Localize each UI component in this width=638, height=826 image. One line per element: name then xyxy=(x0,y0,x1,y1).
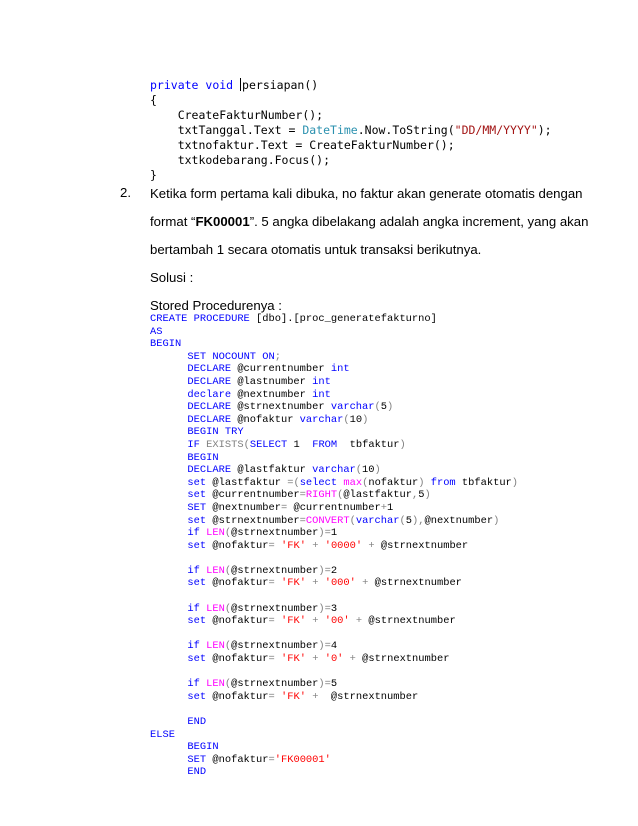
code-token: )= xyxy=(318,640,331,653)
code-token: SET xyxy=(187,753,207,766)
code-token: )= xyxy=(318,527,331,540)
code-token: + xyxy=(368,539,375,552)
code-token: 5 xyxy=(405,514,412,527)
sql-code-line xyxy=(150,577,570,590)
code-token: = xyxy=(299,489,306,502)
code-token: 1 xyxy=(287,438,313,451)
code-token xyxy=(150,489,187,501)
sql-code-line xyxy=(150,401,570,414)
code-token: if xyxy=(187,602,200,615)
code-token: if xyxy=(187,640,200,653)
code-token: ELSE xyxy=(150,728,175,741)
code-token: @nofaktur xyxy=(206,753,269,766)
code-token: DECLARE xyxy=(187,363,232,376)
code-token xyxy=(150,414,187,426)
code-token: BEGIN xyxy=(187,426,219,439)
code-token xyxy=(150,464,187,476)
code-token xyxy=(150,527,187,539)
code-token: @nofaktur xyxy=(206,539,269,552)
code-token: DECLARE xyxy=(187,375,232,388)
code-token: 'FK' xyxy=(281,615,306,628)
faktur-format-code: FK00001 xyxy=(195,214,250,229)
code-token: LEN xyxy=(206,527,225,540)
code-token: @strnextnumber xyxy=(362,615,456,628)
code-token: @lastfaktur xyxy=(206,476,288,489)
code-token: nofaktur xyxy=(368,476,419,489)
code-token: @lastfaktur xyxy=(343,489,412,502)
code-token xyxy=(150,477,187,489)
code-token: tbfaktur xyxy=(337,438,400,451)
code-token: from xyxy=(430,476,456,489)
code-token: + xyxy=(312,615,319,628)
code-token xyxy=(233,78,240,92)
code-token: = xyxy=(268,753,275,766)
code-token: ) xyxy=(511,476,519,489)
sql-code-line xyxy=(150,741,570,754)
sql-code-line xyxy=(150,552,570,565)
sql-code-block xyxy=(150,313,570,779)
code-token: 'FK00001' xyxy=(274,753,331,766)
code-token: + xyxy=(312,653,319,666)
csharp-code-line xyxy=(150,153,510,168)
code-token: + xyxy=(355,615,363,628)
code-token: @currentnumber xyxy=(206,489,300,502)
code-token: @nofaktur xyxy=(231,413,300,426)
code-token: @strnextnumber xyxy=(231,564,319,577)
sql-code-line xyxy=(150,766,570,779)
code-token: varchar xyxy=(330,401,375,414)
code-token: NOCOUNT xyxy=(212,350,257,363)
sql-code-line xyxy=(150,590,570,603)
code-token: TRY xyxy=(224,426,244,439)
code-token: ( xyxy=(224,564,232,577)
code-token: '000' xyxy=(324,577,356,590)
sql-code-line xyxy=(150,363,570,376)
code-token: txtnofaktur.Text = CreateFakturNumber(); xyxy=(150,138,455,152)
sql-code-line xyxy=(150,414,570,427)
code-token: =( xyxy=(287,476,300,489)
csharp-code-line xyxy=(150,138,510,153)
csharp-code-line xyxy=(150,78,510,93)
code-token: EXISTS xyxy=(206,438,244,451)
sql-code-line xyxy=(150,313,570,326)
code-token: + xyxy=(312,539,319,552)
code-token: LEN xyxy=(206,640,225,653)
code-token: @nofaktur xyxy=(206,653,269,666)
code-token xyxy=(150,502,187,514)
code-token: = xyxy=(280,501,288,514)
code-token: CreateFakturNumber(); xyxy=(150,108,324,122)
code-token: )= xyxy=(318,602,331,615)
code-token: = xyxy=(268,690,275,703)
code-token: = xyxy=(268,539,275,552)
code-token: IF xyxy=(187,438,200,451)
code-token: "DD/MM/YYYY" xyxy=(454,123,538,137)
code-token: 4 xyxy=(330,640,338,653)
code-token xyxy=(150,754,187,766)
code-token: select xyxy=(299,476,338,489)
code-token: BEGIN xyxy=(187,451,219,464)
code-token: set xyxy=(187,577,207,590)
code-token: @strnextnumber xyxy=(374,539,469,552)
code-token: ) xyxy=(362,413,369,426)
csharp-code-screenshot xyxy=(150,78,552,182)
code-token xyxy=(150,653,187,665)
code-token: DECLARE xyxy=(187,401,232,414)
sql-code-line xyxy=(150,703,570,716)
code-token: ( xyxy=(224,678,232,691)
code-token: AS xyxy=(150,325,163,338)
code-token xyxy=(150,401,187,413)
code-token: declare xyxy=(187,388,232,401)
code-token: '0' xyxy=(324,653,344,666)
sql-code-line xyxy=(150,426,570,439)
code-token: @strnextnumber xyxy=(231,527,319,540)
code-token: ) xyxy=(493,514,500,527)
code-token: @currentnumber xyxy=(231,363,331,376)
code-token: ( xyxy=(343,413,350,426)
sql-code-line xyxy=(150,338,570,351)
code-token: + xyxy=(349,653,356,666)
code-token: @strnextnumber xyxy=(231,602,319,615)
code-token: set xyxy=(187,489,207,502)
code-token: persiapan() xyxy=(242,78,319,92)
code-token: varchar xyxy=(355,514,400,527)
code-token: BEGIN xyxy=(150,338,182,351)
code-token: BEGIN xyxy=(187,741,219,754)
sql-code-line xyxy=(150,351,570,364)
code-token xyxy=(150,716,187,728)
code-token: int xyxy=(312,388,331,401)
sql-code-line xyxy=(150,515,570,528)
code-token: tbfaktur xyxy=(455,476,512,489)
code-token: ) xyxy=(424,489,431,502)
code-token: set xyxy=(187,514,207,527)
sql-code-line xyxy=(150,477,570,490)
code-token: @nofaktur xyxy=(206,615,269,628)
code-token: = xyxy=(268,577,275,590)
code-token: @strnextnumber xyxy=(318,690,419,703)
code-token: @currentnumber xyxy=(287,501,381,514)
code-token xyxy=(150,452,187,464)
code-token: txtkodebarang.Focus(); xyxy=(150,153,331,167)
code-token: @strnextnumber xyxy=(231,678,319,691)
code-token: + xyxy=(312,690,319,703)
code-token: max xyxy=(343,476,363,489)
code-token: ( xyxy=(337,489,344,502)
code-token xyxy=(150,376,187,388)
code-token: @nofaktur xyxy=(206,690,269,703)
sql-code-line xyxy=(150,615,570,628)
stored-procedure-label: Stored Procedurenya : xyxy=(150,298,282,313)
code-token: 'FK' xyxy=(281,653,306,666)
sql-code-line xyxy=(150,452,570,465)
sql-code-line xyxy=(150,754,570,767)
code-token: LEN xyxy=(206,678,225,691)
code-token: DECLARE xyxy=(187,413,232,426)
code-token: RIGHT xyxy=(305,489,338,502)
code-token: 'FK' xyxy=(281,577,306,590)
code-token: if xyxy=(187,564,200,577)
code-token: set xyxy=(187,476,207,489)
code-token xyxy=(150,351,187,363)
code-token: @strnextnumber xyxy=(231,401,331,414)
code-token: = xyxy=(268,615,275,628)
code-token: CONVERT xyxy=(305,514,350,527)
code-token: ( xyxy=(224,527,232,540)
csharp-code-line xyxy=(150,123,552,138)
code-token xyxy=(150,389,187,401)
code-token: + xyxy=(362,577,369,590)
sql-code-line xyxy=(150,565,570,578)
sql-code-line xyxy=(150,502,570,515)
code-token: ( xyxy=(243,438,250,451)
code-token xyxy=(150,691,187,703)
code-token: '00' xyxy=(324,615,350,628)
item-line-2-pre: format “ xyxy=(150,214,196,229)
code-token: [dbo].[proc_generatefakturno] xyxy=(249,313,437,325)
code-token: ( xyxy=(374,401,381,414)
code-token: + xyxy=(380,501,387,514)
sql-code-line xyxy=(150,439,570,452)
code-token: @lastfaktur xyxy=(231,464,313,477)
sql-code-line xyxy=(150,376,570,389)
code-token: SELECT xyxy=(249,438,288,451)
code-token: ) xyxy=(374,464,381,477)
code-token: = xyxy=(299,514,306,527)
code-token: END xyxy=(187,766,207,779)
code-token xyxy=(150,615,187,627)
sql-code-line xyxy=(150,389,570,402)
code-token: = xyxy=(268,653,275,666)
code-token: 5 xyxy=(330,678,338,691)
sql-code-line xyxy=(150,716,570,729)
code-token: set xyxy=(187,653,207,666)
code-token: if xyxy=(187,527,200,540)
code-token: set xyxy=(187,539,207,552)
code-token: ), xyxy=(411,514,425,527)
code-token: ( xyxy=(349,514,356,527)
code-token: .Now.ToString( xyxy=(357,123,455,137)
item-line-2-post: ”. 5 angka dibelakang adalah angka increment, yang akan xyxy=(249,214,589,229)
code-token: , xyxy=(411,489,419,502)
code-token: 'FK' xyxy=(281,539,306,552)
code-token xyxy=(150,426,187,438)
item-line-3: bertambah 1 secara otomatis untuk transaksi berikutnya. xyxy=(150,242,482,257)
code-token: 2 xyxy=(330,564,338,577)
code-token: ( xyxy=(362,476,369,489)
item-line-1: Ketika form pertama kali dibuka, no faktur akan generate otomatis dengan xyxy=(150,186,583,201)
code-token: 3 xyxy=(330,602,338,615)
code-token: @lastnumber xyxy=(231,375,313,388)
solusi-label: Solusi : xyxy=(150,270,194,285)
item-text xyxy=(150,185,589,325)
code-token: ( xyxy=(224,602,232,615)
code-token xyxy=(150,515,187,527)
sql-code-line xyxy=(150,628,570,641)
csharp-code-line xyxy=(150,168,510,183)
code-token: 5 xyxy=(380,401,388,414)
code-token: @strnextnumber xyxy=(231,640,319,653)
sql-code-line xyxy=(150,527,570,540)
sql-code-line xyxy=(150,489,570,502)
code-token: ( xyxy=(355,464,363,477)
sql-code-line xyxy=(150,691,570,704)
sql-code-line xyxy=(150,653,570,666)
code-token: )= xyxy=(318,678,331,691)
code-token: '0000' xyxy=(324,539,363,552)
code-token xyxy=(150,741,187,753)
code-token: 1 xyxy=(330,527,338,540)
code-token: 10 xyxy=(349,413,363,426)
text-cursor xyxy=(240,78,241,91)
code-token: )= xyxy=(318,564,331,577)
code-token xyxy=(150,565,187,577)
code-token: } xyxy=(150,168,157,182)
code-token: SET xyxy=(187,501,207,514)
code-token: private xyxy=(150,78,199,92)
code-token xyxy=(150,577,187,589)
code-token: @nextnumber xyxy=(424,514,494,527)
code-token xyxy=(150,678,187,690)
code-token: ) xyxy=(418,476,425,489)
code-token: varchar xyxy=(312,464,356,477)
code-token: @nextnumber xyxy=(206,501,281,514)
code-token: set xyxy=(187,690,207,703)
code-token xyxy=(150,439,187,451)
code-token xyxy=(150,540,187,552)
code-token: @strnextnumber xyxy=(206,514,300,527)
code-token: 10 xyxy=(362,464,375,477)
code-token: varchar xyxy=(299,413,344,426)
code-token: PROCEDURE xyxy=(193,313,250,325)
code-token: ) xyxy=(399,438,406,451)
sql-code-line xyxy=(150,678,570,691)
code-token: ) xyxy=(387,401,394,414)
code-token: ( xyxy=(224,640,232,653)
code-token: @strnextnumber xyxy=(368,577,462,590)
code-token: END xyxy=(187,716,207,728)
code-token: int xyxy=(312,375,331,388)
code-token: int xyxy=(330,363,350,376)
code-token: @strnextnumber xyxy=(355,653,450,666)
sql-code-line xyxy=(150,666,570,679)
code-token xyxy=(150,603,187,615)
code-token: ( xyxy=(399,514,406,527)
code-token: LEN xyxy=(206,564,225,577)
sql-code-line xyxy=(150,464,570,477)
code-token: LEN xyxy=(206,602,225,615)
code-token: set xyxy=(187,615,207,628)
code-token: SET xyxy=(187,350,207,363)
code-token: if xyxy=(187,678,200,691)
code-token xyxy=(150,363,187,375)
code-token: ; xyxy=(274,350,282,363)
code-token: DateTime xyxy=(302,123,358,137)
code-token: 'FK' xyxy=(281,690,306,703)
item-number: 2. xyxy=(120,185,131,200)
sql-code-line xyxy=(150,640,570,653)
code-token: ON xyxy=(262,350,275,363)
sql-code-line xyxy=(150,603,570,616)
code-token: @nofaktur xyxy=(206,577,269,590)
code-token: { xyxy=(150,93,157,107)
code-token: FROM xyxy=(312,438,338,451)
code-token: CREATE xyxy=(150,313,188,325)
sql-code-line xyxy=(150,326,570,339)
code-token: void xyxy=(205,78,234,92)
code-token xyxy=(150,766,187,778)
code-token: txtTanggal.Text = xyxy=(150,123,303,137)
sql-code-line xyxy=(150,540,570,553)
csharp-code-line xyxy=(150,108,510,123)
code-token: ); xyxy=(537,123,552,137)
code-token: 5 xyxy=(418,489,425,502)
csharp-code-line xyxy=(150,93,510,108)
code-token: @nextnumber xyxy=(231,388,313,401)
code-token xyxy=(150,640,187,652)
code-token: + xyxy=(312,577,319,590)
sql-code-line xyxy=(150,729,570,742)
item-line-2 xyxy=(150,213,589,241)
code-token: DECLARE xyxy=(187,464,232,477)
code-token: 1 xyxy=(387,501,394,514)
